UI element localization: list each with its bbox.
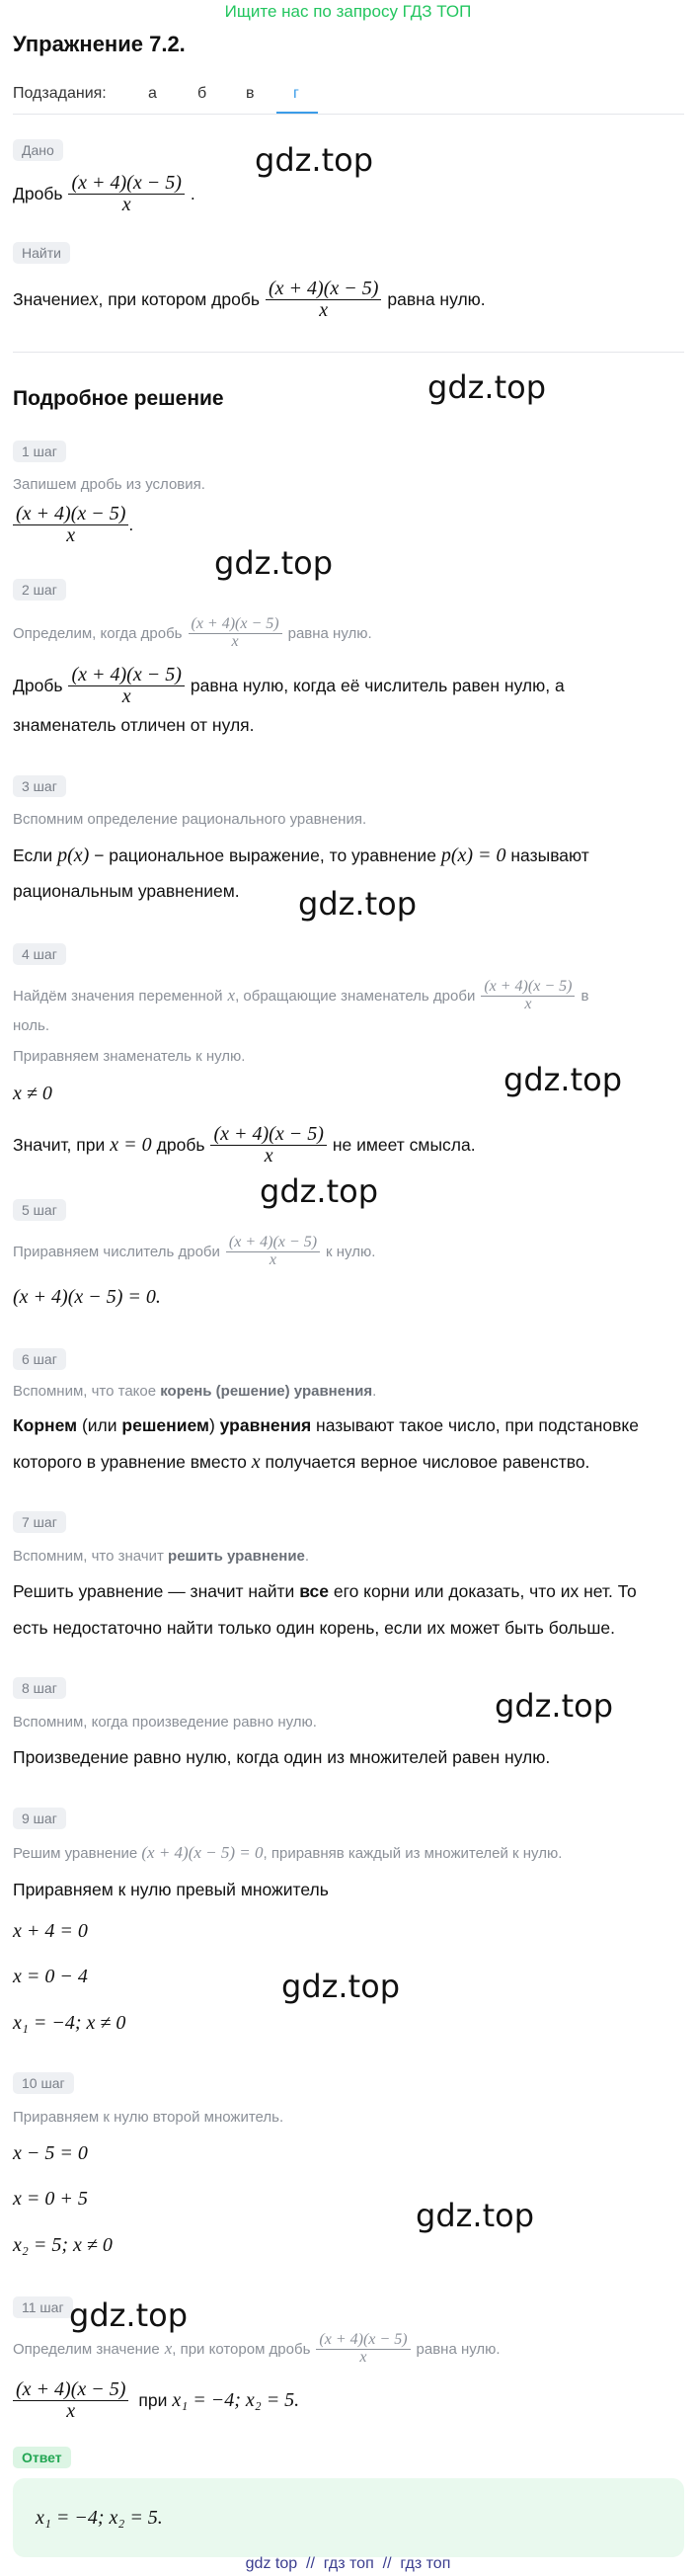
step-4-line-mid: дробь [156,1134,205,1155]
step-2-fraction [68,665,184,707]
step-1-fraction [13,504,128,546]
step-7-line1-bold: все [299,1581,329,1601]
step-6-note [13,1381,376,1403]
footer-links[interactable]: gdz top // гдз топ // гдз топ [245,2555,451,2572]
step-1-line [13,496,133,553]
step-9-note-eq: (x + 4)(x − 5) = 0 [141,1843,264,1862]
step-11-line-mid: при [138,2389,168,2410]
step-9-eq1: x + 4 = 0 [13,1920,88,1942]
step-10-eq1: x − 5 = 0 [13,2142,88,2164]
step-1-fraction-den: x [66,523,76,546]
step-6-line1 [13,1408,639,1443]
step-5-note-after: к нулю. [326,1243,376,1260]
watermark: gdz.top [255,141,374,179]
find-fraction [266,279,381,321]
step-2-note-after: равна нулю. [287,624,372,642]
page-title: Упражнение 7.2. [13,32,186,56]
given-line [13,166,195,221]
answer-value: x₁ = −4; x₂ = 5. [36,2507,163,2529]
step-2-note-fraction-den: x [231,632,239,650]
step-6-tag: 6 шаг [13,1348,66,1370]
step-4-note-fraction [481,979,575,1013]
step-7-note-bold: решить уравнение [168,1548,305,1565]
given-divider [13,352,684,353]
step-10-eq2: x = 0 + 5 [13,2188,88,2210]
subtask-tab-v[interactable]: в [246,85,255,102]
step-2-fraction-den: x [121,684,131,707]
step-11-tag: 11 шаг [13,2296,73,2318]
step-4-line [13,1116,476,1173]
find-tag: Найти [13,242,70,264]
step-9-line: Приравняем к нулю превый множитель [13,1880,329,1899]
step-9-note-after: , приравняв каждый из множителей к нулю. [263,1845,563,1862]
given-end: . [190,183,195,203]
step-7-line1 [13,1573,637,1609]
step-9-eq3: x₁ = −4; x ≠ 0 [13,2012,126,2034]
step-11-note-fraction [316,2332,410,2367]
given-tag: Дано [13,139,63,161]
find-fraction-den: x [319,298,329,321]
solution-title: Подробное решение [13,387,224,410]
step-1-fraction-num: (x + 4)(x − 5) [13,504,128,525]
step-4-line-before: Значит, при [13,1134,106,1155]
step-11-note-after: равна нулю. [416,2340,501,2358]
given-fraction-num: (x + 4)(x − 5) [68,173,184,195]
step-4-line-after: не имеет смысла. [332,1134,476,1155]
step-1-end: . [128,514,134,534]
step-7-line1-after: его корни или доказать, что их нет. То [328,1581,637,1601]
step-9-eq2: x = 0 − 4 [13,1966,88,1987]
step-2-line1-before: Дробь [13,675,63,695]
step-5-note-before: Приравняем числитель дроби [13,1243,220,1260]
watermark: gdz.top [214,544,334,582]
step-10-note: Приравняем к нулю второй множитель. [13,2109,284,2126]
given-fraction-den: x [121,193,131,215]
find-text-after: равна нулю. [387,288,486,309]
step-4-note-mid: , обращающие знаменатель дроби [235,987,476,1005]
find-text-mid: , при котором дробь [98,288,260,309]
step-1-tag: 1 шаг [13,441,66,462]
step-11-note-before: Определим значение [13,2340,160,2358]
step-7-line2: есть недостаточно найти только один корень, если их может быть больше. [13,1618,616,1638]
step-3-line1-before: Если [13,845,53,865]
step-4-fraction-num: (x + 4)(x − 5) [210,1124,326,1146]
step-6-line2-before: которого в уравнение вместо [13,1452,247,1472]
step-8-line: Произведение равно нулю, когда один из множителей равен нулю. [13,1747,551,1767]
step-4-note-var: x [227,986,236,1005]
watermark: gdz.top [495,1687,614,1725]
step-1-note: Запишем дробь из условия. [13,476,205,493]
step-11-line-eq: x₁ = −4; x₂ = 5. [172,2388,300,2411]
step-9-note [13,1842,562,1865]
step-4-note-fraction-den: x [524,995,532,1012]
step-6-line2 [13,1444,589,1480]
step-8-tag: 8 шаг [13,1677,66,1699]
step-9-note-before: Решим уравнение [13,1845,138,1862]
step-6-note-before: Вспомним, что такое [13,1383,157,1400]
step-4-note-before: Найдём значения переменной [13,987,223,1005]
top-banner[interactable]: Ищите нас по запросу ГДЗ ТОП [224,2,472,21]
answer-tag: Ответ [13,2447,71,2468]
step-4-note-fraction-num: (x + 4)(x − 5) [481,979,575,997]
subtask-tab-a[interactable]: а [148,85,157,102]
step-6-b3: уравнения [219,1415,312,1435]
step-11-fraction-num: (x + 4)(x − 5) [13,2379,128,2401]
step-6-t1: (или [77,1415,122,1435]
step-11-note [13,2326,501,2372]
step-5-note-fraction-den: x [269,1250,277,1268]
step-7-note [13,1546,309,1568]
step-10-eq3: x₂ = 5; x ≠ 0 [13,2234,113,2256]
step-6-t2: ) [208,1415,220,1435]
step-6-b2: решением [121,1415,209,1435]
step-3-tag: 3 шаг [13,775,66,797]
subtask-tab-g[interactable]: г [293,85,299,102]
find-var: x [89,287,99,310]
step-2-tag: 2 шаг [13,579,66,601]
step-7-tag: 7 шаг [13,1511,66,1533]
watermark: gdz.top [281,1968,401,2005]
step-6-line2-after: получается верное числовое равенство. [265,1452,590,1472]
step-5-note [13,1229,375,1274]
step-6-note-after: . [372,1383,377,1400]
step-3-p-of-x: p(x) [57,845,90,866]
step-3-note: Вспомним определение рационального уравнения. [13,811,367,828]
step-4-ineq: x ≠ 0 [13,1083,52,1104]
step-3-line2: рациональным уравнением. [13,881,240,901]
step-2-note [13,610,372,656]
step-5-note-fraction [226,1235,320,1269]
watermark: gdz.top [298,885,418,923]
step-11-note-var: x [164,2339,173,2358]
step-11-note-fraction-num: (x + 4)(x − 5) [316,2332,410,2350]
step-4-note-line2: ноль. [13,1017,50,1034]
step-7-note-before: Вспомним, что значит [13,1548,164,1565]
step-11-fraction-den: x [66,2399,76,2422]
step-4-tag: 4 шаг [13,943,66,965]
step-8-note: Вспомним, когда произведение равно нулю. [13,1714,317,1731]
step-5-tag: 5 шаг [13,1199,66,1221]
watermark: gdz.top [427,368,547,406]
step-2-line1 [13,656,565,715]
watermark: gdz.top [503,1061,623,1098]
step-4-note-after: в [580,987,589,1005]
step-10-tag: 10 шаг [13,2072,74,2094]
subtask-tab-b[interactable]: б [197,85,207,102]
step-11-line [13,2372,299,2429]
step-3-line1 [13,838,589,873]
step-6-note-bold: корень (решение) уравнения [160,1383,373,1400]
step-2-line2: знаменатель отличен от нуля. [13,715,255,735]
step-2-note-before: Определим, когда дробь [13,624,183,642]
watermark: gdz.top [69,2296,189,2334]
step-9-tag: 9 шаг [13,1808,66,1829]
step-11-note-mid: , при котором дробь [172,2340,311,2358]
step-4-note2: Приравняем знаменатель к нулю. [13,1048,246,1065]
step-2-fraction-num: (x + 4)(x − 5) [68,665,184,686]
subtasks-divider [13,114,684,115]
watermark: gdz.top [416,2197,535,2234]
step-6-b1: Корнем [13,1415,78,1435]
step-4-line-eq: x = 0 [110,1133,152,1156]
step-4-fraction [210,1124,326,1167]
find-line [13,271,486,328]
step-3-line1-mid: − рациональное выражение, то уравнение [89,845,436,865]
step-6-var: x [251,1451,261,1473]
step-7-line1-before: Решить уравнение — значит найти [13,1581,300,1601]
step-6-t3: называют такое число, при подстановке [311,1415,639,1435]
given-text: Дробь [13,183,63,203]
step-5-note-fraction-num: (x + 4)(x − 5) [226,1235,320,1252]
step-3-eq: p(x) = 0 [440,845,506,866]
step-2-line1-after: равна нулю, когда её числитель равен нулю, а [190,675,565,695]
watermark: gdz.top [260,1172,379,1210]
step-2-note-fraction [189,616,282,651]
find-text-before: Значение [13,288,90,309]
step-11-fraction [13,2379,128,2422]
subtasks-label: Подзадания: [13,85,107,102]
step-2-note-fraction-num: (x + 4)(x − 5) [189,616,282,634]
step-4-note [13,973,588,1018]
step-7-note-after: . [304,1548,310,1565]
step-5-eq: (x + 4)(x − 5) = 0. [13,1286,161,1308]
find-fraction-num: (x + 4)(x − 5) [266,279,381,300]
step-3-line1-after: называют [510,845,589,865]
step-4-fraction-den: x [264,1144,273,1167]
given-fraction [68,173,184,215]
step-11-note-fraction-den: x [359,2348,367,2366]
